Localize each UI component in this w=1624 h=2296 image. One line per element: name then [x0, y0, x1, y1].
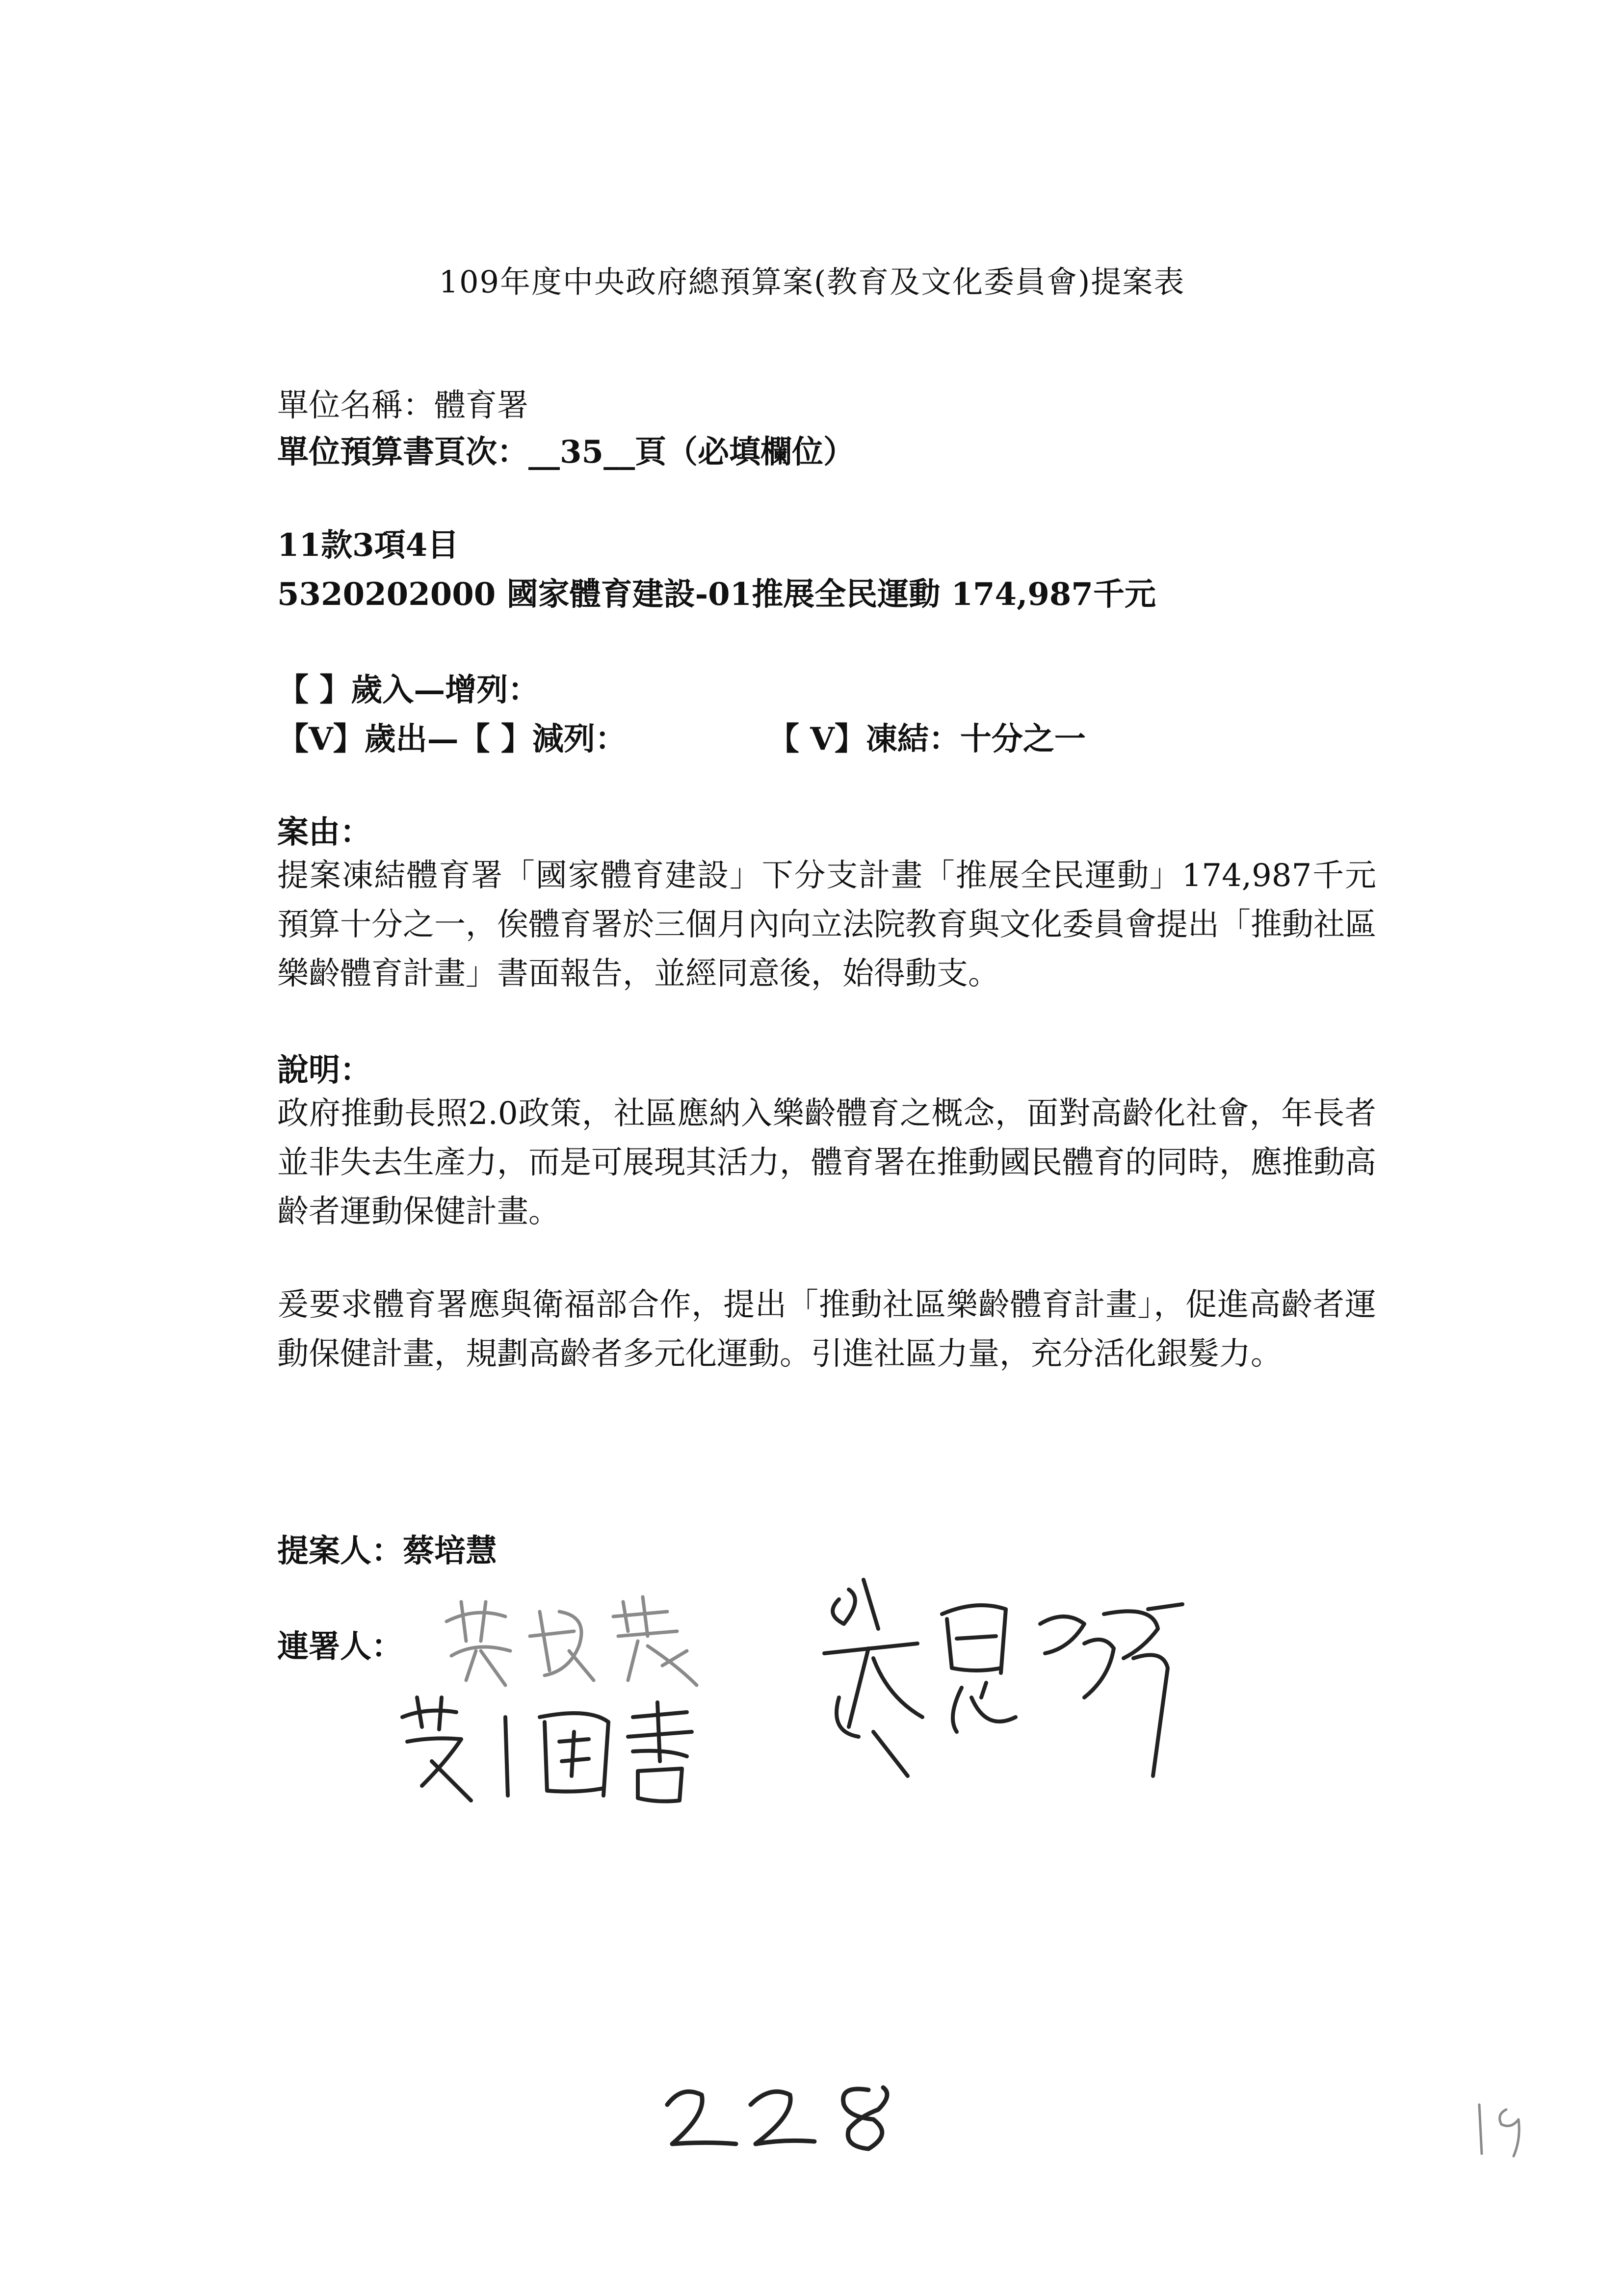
- explanation-heading: 說明：: [277, 1052, 371, 1089]
- revenue-option: 【 】歲入—增列：: [277, 672, 540, 708]
- proposer: 提案人：蔡培慧: [277, 1533, 497, 1569]
- budget-page-line: [277, 427, 855, 472]
- budget-page-value: __35__: [528, 434, 635, 470]
- freeze-option: 【 V】凍結：十分之一: [768, 721, 1086, 757]
- signature-tsai-pei-hui: [432, 1582, 726, 1695]
- document-title: 109年度中央政府總預算案(教育及文化委員會)提案表: [439, 264, 1185, 300]
- budget-page-suffix: 頁（必填欄位）: [635, 434, 855, 470]
- cosigner-label: 連署人：: [277, 1628, 403, 1665]
- reason-heading: 案由：: [277, 814, 371, 851]
- expense-option: 【V】歲出—【 】減列：: [277, 721, 627, 757]
- program-line: 5320202000 國家體育建設-01推展全民運動 174,987千元: [277, 576, 1156, 613]
- section-code: 11款3項4目: [277, 527, 459, 564]
- budget-page-label: 單位預算書頁次：: [277, 434, 528, 470]
- signature-wu-szu-yao: [810, 1570, 1192, 1805]
- handwritten-page-number-228: [653, 2075, 927, 2159]
- reason-text: 提案凍結體育署「國家體育建設」下分支計畫「推展全民運動」174,987千元預算十分之一，俟體育署於三個月內向立法院教育與文化委員會提出「推動社區樂齡體育計畫」書面報告，並經同意後，始得動支。: [277, 858, 1376, 992]
- explanation-para-2: 爰要求體育署應與衛福部合作，提出「推動社區樂齡體育計畫」，促進高齡者運動保健計畫，規劃高齡者多元化運動。引進社區力量，充分活化銀髮力。: [277, 1287, 1376, 1372]
- signature-huang-kuo-shu: [393, 1688, 707, 1815]
- handwritten-corner-number-19: [1467, 2095, 1541, 2164]
- explanation-para-1: 政府推動長照2.0政策，社區應納入樂齡體育之概念，面對高齡化社會，年長者並非失去生產力，而是可展現其活力，體育署在推動國民體育的同時，應推動高齡者運動保健計畫。: [277, 1096, 1376, 1230]
- unit-name: 單位名稱：體育署: [277, 388, 528, 424]
